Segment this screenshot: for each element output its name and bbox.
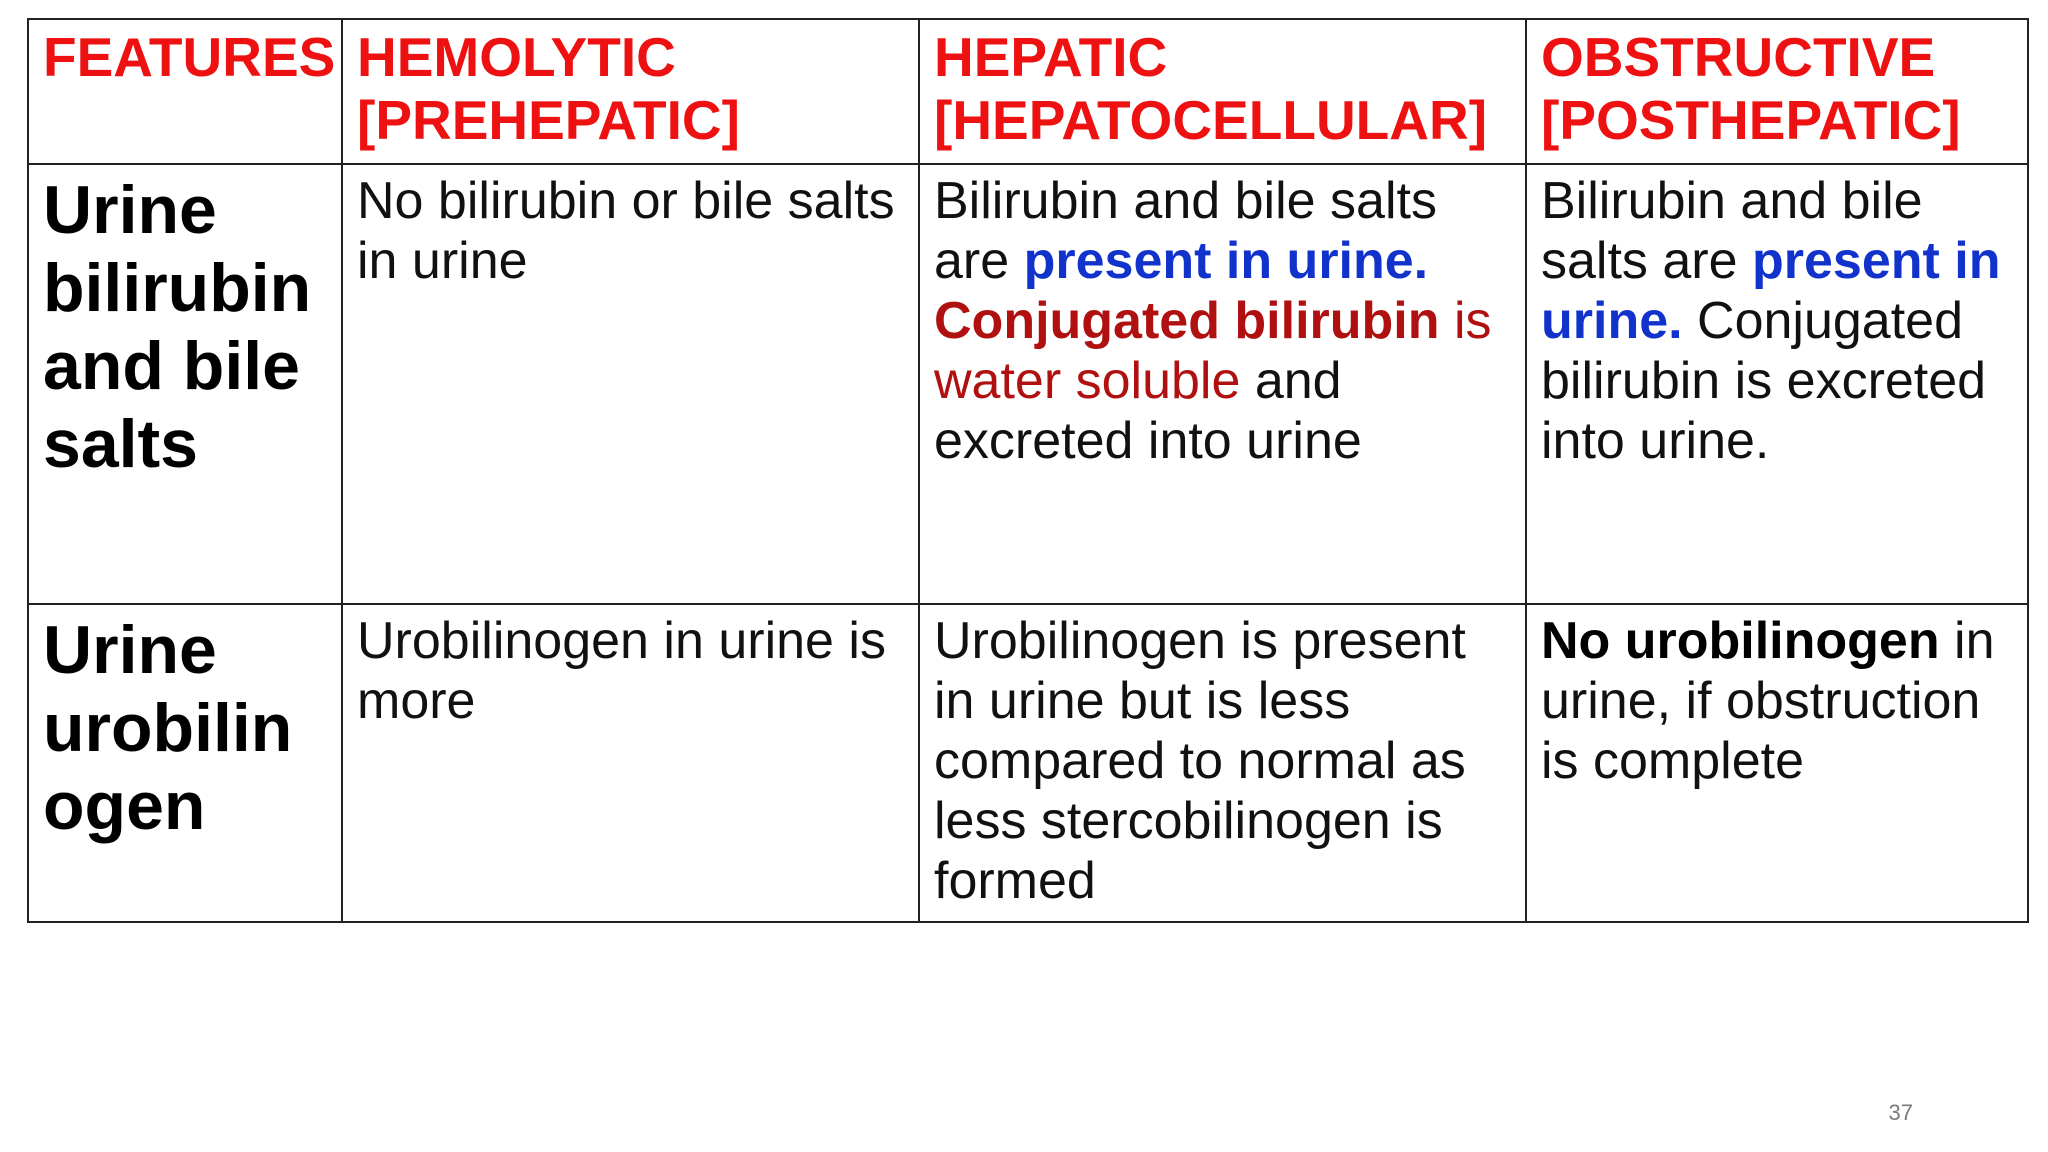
text-segment: is [1439, 292, 1492, 350]
text-segment: Conjugated bilirubin is excreted into urine. [1541, 292, 1987, 470]
text-segment: and excreted into urine [934, 352, 1362, 470]
text-segment: Bilirubin and bile salts are [1541, 172, 1923, 290]
feature-urine-urobilinogen: Urine urobilin ogen [28, 604, 342, 922]
cell-hepatic-bilirubin [919, 164, 1526, 604]
feature-urine-bilirubin: Urine bilirubin and bile salts [28, 164, 342, 604]
cell-hemolytic-bilirubin: No bilirubin or bile salts in urine [342, 164, 919, 604]
highlight-present-in-urine: present in urine. [1541, 232, 2001, 350]
cell-hepatic-urobilinogen: Urobilinogen is present in urine but is less compared to normal as less stercobilinogen is formed [919, 604, 1526, 922]
text-segment: Bilirubin and bile salts are [934, 172, 1437, 290]
cell-obstructive-urobilinogen [1526, 604, 2028, 922]
cell-hemolytic-urobilinogen: Urobilinogen in urine is more [342, 604, 919, 922]
text-segment: in urine, if obstruction is complete [1541, 612, 1995, 790]
jaundice-comparison-table [27, 18, 2029, 923]
highlight-conjugated-bilirubin: Conjugated bilirubin [934, 292, 1440, 350]
table-row [28, 604, 2028, 922]
header-obstructive: OBSTRUCTIVE [POSTHEPATIC] [1526, 19, 2028, 164]
table-header-row [28, 19, 2028, 164]
page-number: 37 [1888, 1100, 1913, 1125]
highlight-no-urobilinogen: No urobilinogen [1541, 612, 1940, 670]
cell-obstructive-bilirubin [1526, 164, 2028, 604]
header-hemolytic: HEMOLYTIC [PREHEPATIC] [342, 19, 919, 164]
highlight-present-in-urine: present in urine. [1023, 232, 1429, 290]
header-hepatic: HEPATIC [HEPATOCELLULAR] [919, 19, 1526, 164]
highlight-water-soluble: water soluble [934, 352, 1241, 410]
table-row [28, 164, 2028, 604]
header-features: FEATURES [28, 19, 342, 164]
